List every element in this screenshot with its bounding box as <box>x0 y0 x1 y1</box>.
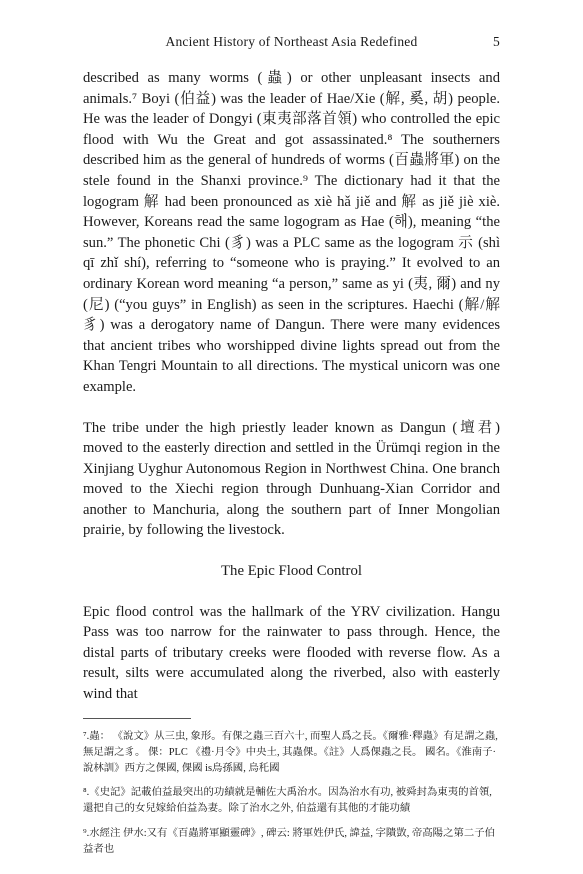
paragraph-gap <box>83 398 500 418</box>
running-header <box>83 34 500 56</box>
body-text <box>83 68 500 705</box>
paragraph-3: Epic flood control was the hallmark of the YRV civilization. Hangu Pass was too narrow for the rainwater to pass through. Hence, the distal parts of tributary creeks were flooded with reverse flow. As a result, silts were accumulated along the riverbed, also with easterly wind that <box>83 603 500 703</box>
running-title: Ancient History of Northeast Asia Redefined <box>165 34 418 49</box>
footnotes <box>83 729 500 858</box>
section-heading: The Epic Flood Control <box>221 563 362 580</box>
page-number: 5 <box>493 34 500 49</box>
footnote-separator <box>83 718 191 719</box>
footnote-9: ⁹.水經注 伊水:又有《百蟲將軍顯靈碑》, 碑云: 將軍姓伊氏, 諱益, 字隤敳, 帝高陽之第二子伯益者也 <box>83 827 496 855</box>
footnote-7: ⁷.蟲： 《說文》从三虫, 象形。有倮之蟲三百六十, 而聖人爲之長。《爾雅·釋蟲》有足謂之蟲, 無足謂之豸。 倮：PLC 《禮·月令》中央土, 其蟲倮。《註》人爲倮蟲之長。 國名。《淮南子·說林訓》西方之倮國, 倮國 is烏孫國, 烏秅國 <box>83 730 498 775</box>
paragraph-1: described as many worms (蟲) or other unpleasant insects and animals.⁷ Boyi (伯益) was the leader of Hae/Xie (解, 奚, 胡) people. He was the leader of Dongyi (東夷部落首領) who controlled the epic flood with Wu the Great and got assassinated.⁸ The southerners described him as the general of hundreds of worms (百蟲將軍) on the stele found in the Shanxi province.⁹ The dictionary had it that the logogram 解 had been pronounced as xiè hǎ jiě and 解 as jiě jiè xiè. However, Koreans read the same logogram as Hae (해), meaning “the sun.” The phonetic Chi (豸) was a PLC same as the logogram 示 (shì qī zhǐ shí), referring to “someone who is praying.” It evolved to an ordinary Korean word meaning “a person,” same as yi (夷, 爾) and ny (尼) (“you guys” in English) as seen in the scriptures. Haechi (解/解豸) was a derogatory name of Dangun. There were many evidences that ancient tribes who worshipped divine lights spread out from the Khan Tengri Mountain to all directions. The mystical unicorn was one example. <box>83 70 500 395</box>
paragraph-2: The tribe under the high priestly leader known as Dangun (壇君) moved to the easterly direction and settled in the Ürümqi region in the Xinjiang Uyghur Autonomous Region in Northwest China. One branch moved to the Xiechi region through Dunhuang-Xian Corridor and another to Manchuria, along the southern part of Inner Mongolian prairie, by following the livestock. <box>83 419 500 539</box>
footnote-8: ⁸.《史記》記載伯益最突出的功績就是輔佐大禹治水。因為治水有功, 被舜封為東夷的首領, 還把自己的女兒嫁給伯益為妻。除了治水之外, 伯益還有其他的才能功績 <box>83 787 492 815</box>
